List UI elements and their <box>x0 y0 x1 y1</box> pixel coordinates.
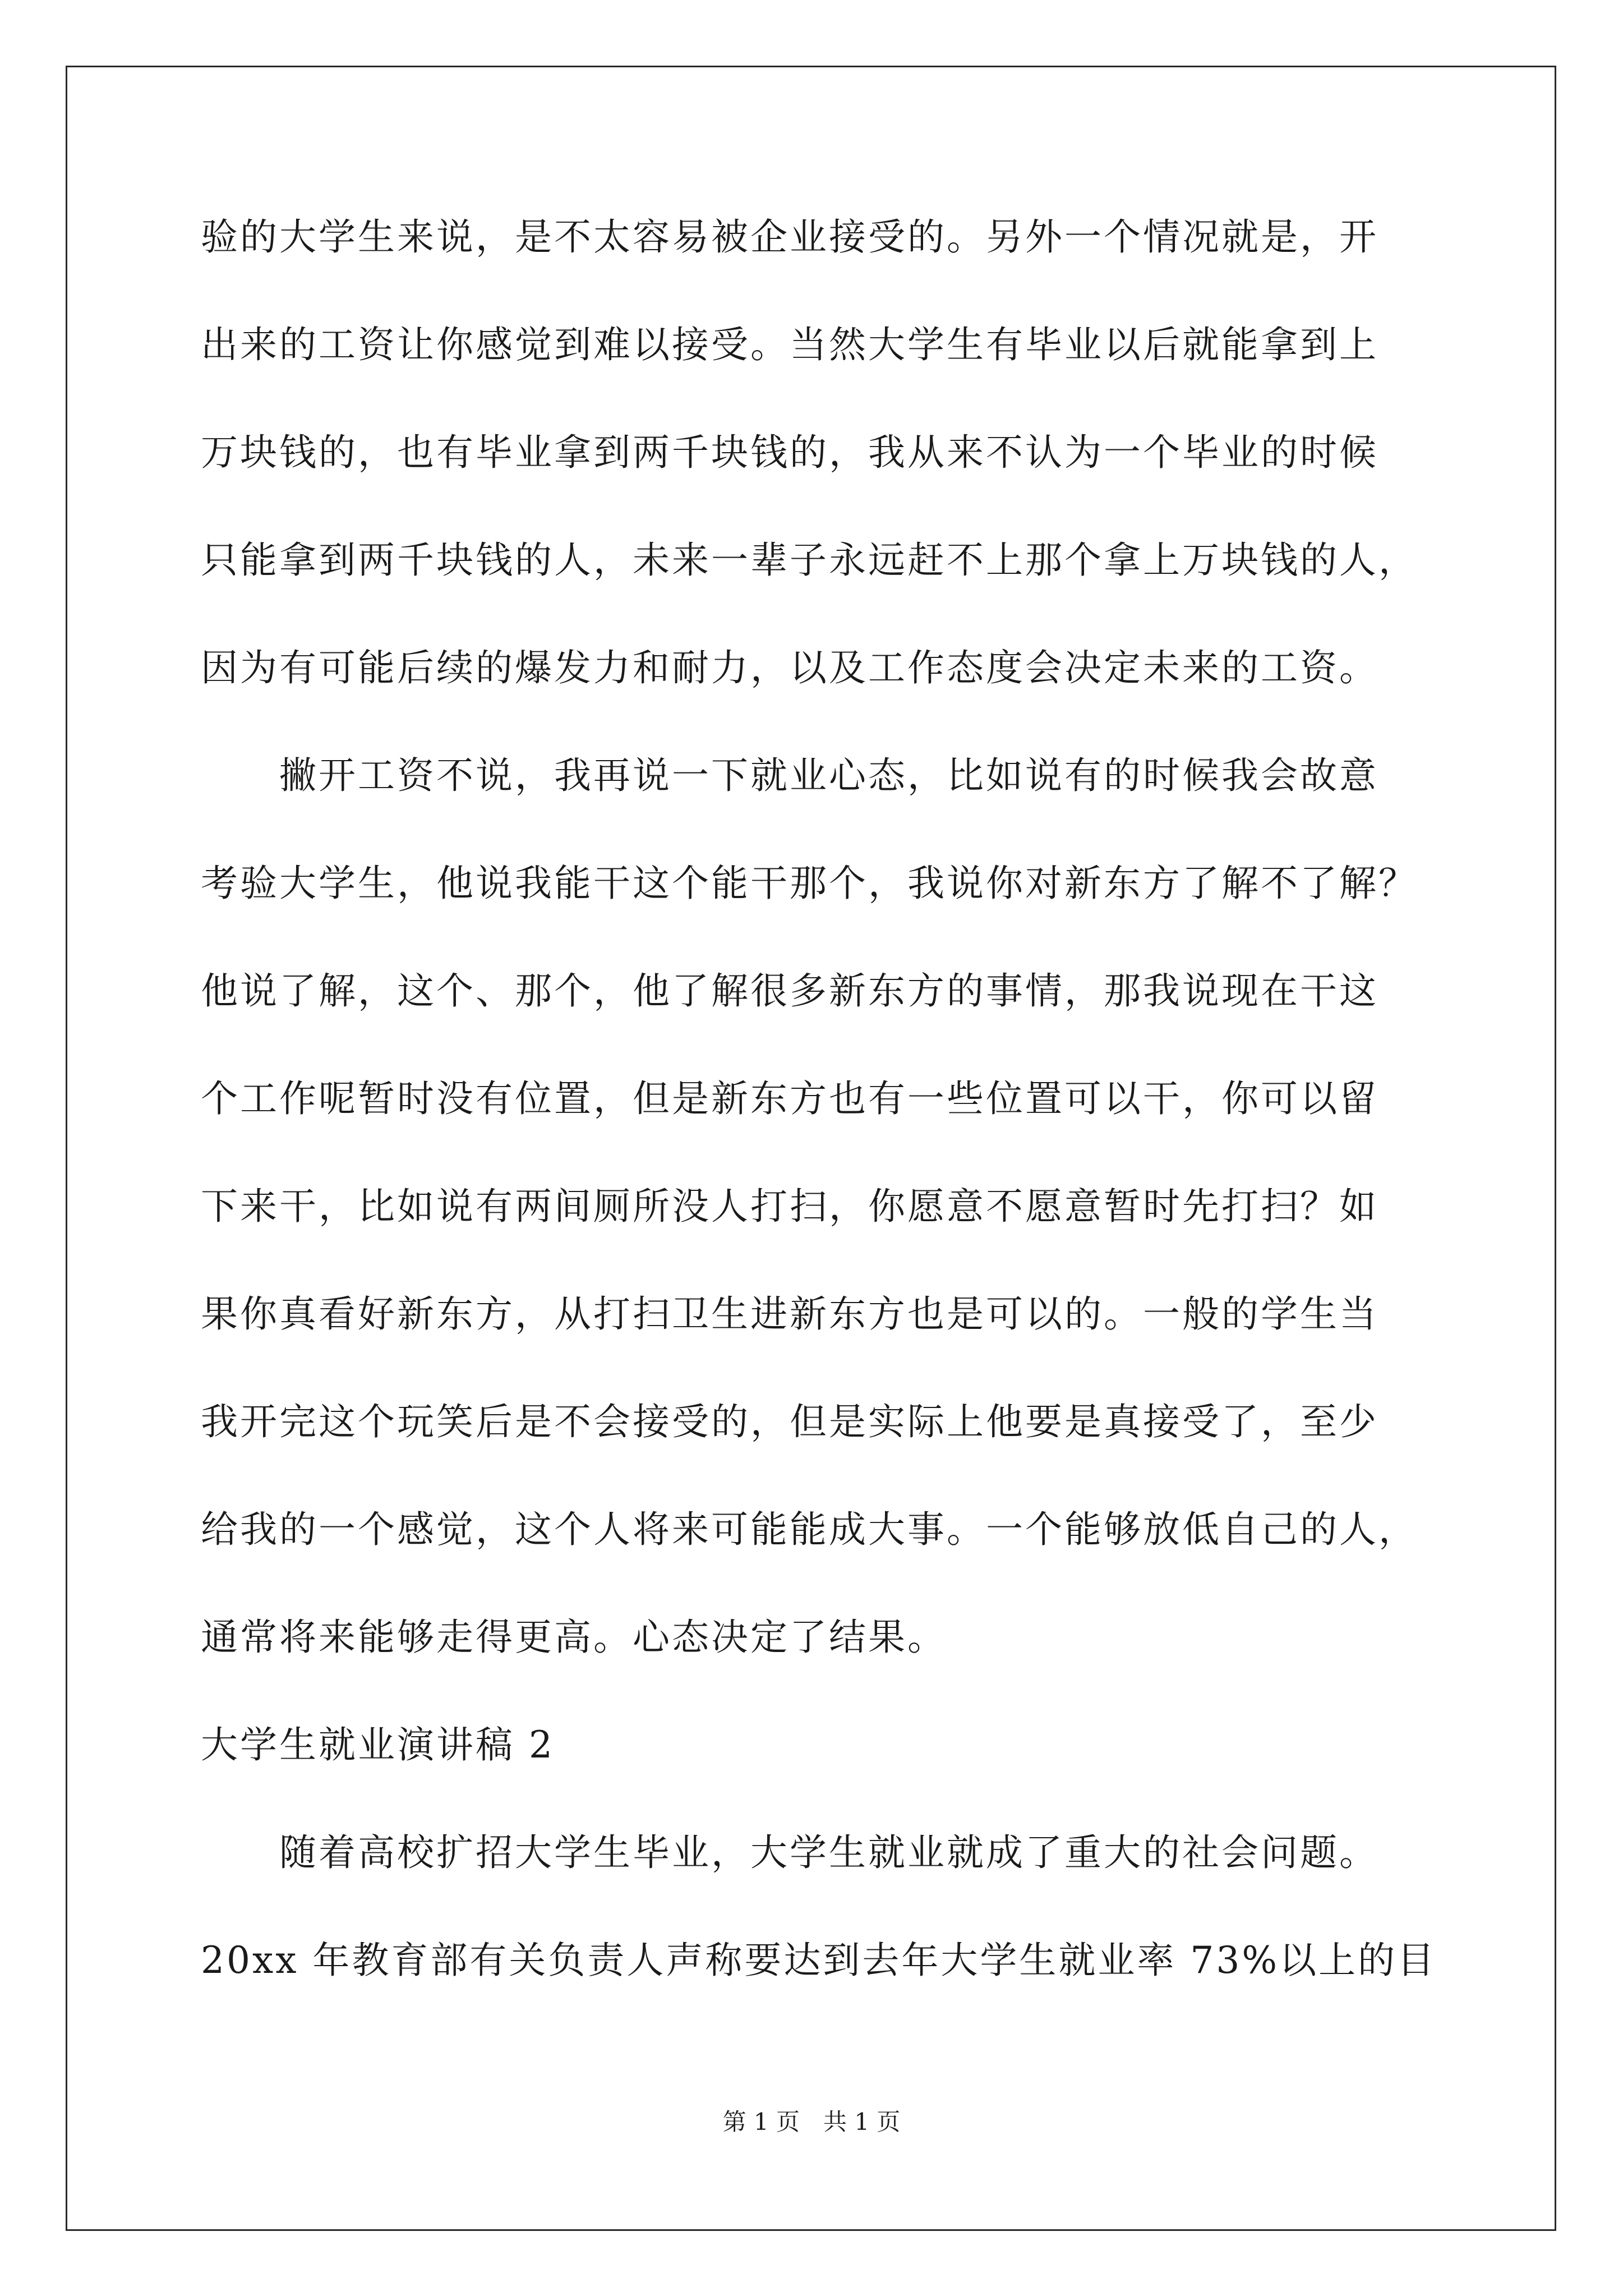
body-line: 果你真看好新东方，从打扫卫生进新东方也是可以的。一般的学生当 <box>201 1292 1378 1336</box>
body-line: 个工作呢暂时没有位置，但是新东方也有一些位置可以干，你可以留 <box>201 1077 1378 1120</box>
body-line: 他说了解，这个、那个，他了解很多新东方的事情，那我说现在干这 <box>201 969 1378 1013</box>
body-line: 验的大学生来说，是不太容易被企业接受的。另外一个情况就是，开 <box>201 215 1378 259</box>
body-line: 我开完这个玩笑后是不会接受的，但是实际上他要是真接受了，至少 <box>201 1400 1378 1443</box>
body-line: 只能拿到两千块钱的人，未来一辈子永远赶不上那个拿上万块钱的人， <box>201 539 1418 582</box>
page-border <box>66 66 1556 2231</box>
body-line: 万块钱的，也有毕业拿到两千块钱的，我从来不认为一个毕业的时候 <box>201 431 1378 474</box>
body-line: 20xx 年教育部有关负责人声称要达到去年大学生就业率 73%以上的目 <box>201 1939 1437 1982</box>
body-line: 因为有可能后续的爆发力和耐力，以及工作态度会决定未来的工资。 <box>201 646 1378 689</box>
body-line: 下来干，比如说有两间厕所没人打扫，你愿意不愿意暂时先打扫？如 <box>201 1185 1378 1228</box>
body-line: 出来的工资让你感觉到难以接受。当然大学生有毕业以后就能拿到上 <box>201 323 1378 366</box>
body-line: 撇开工资不说，我再说一下就业心态，比如说有的时候我会故意 <box>201 754 1378 797</box>
body-line: 通常将来能够走得更高。心态决定了结果。 <box>201 1616 947 1659</box>
body-line: 随着高校扩招大学生毕业，大学生就业就成了重大的社会问题。 <box>201 1831 1378 1874</box>
page-footer: 第 1 页 共 1 页 <box>722 2108 901 2136</box>
body-line: 给我的一个感觉，这个人将来可能能成大事。一个能够放低自己的人， <box>201 1508 1418 1551</box>
section-heading: 大学生就业演讲稿 2 <box>201 1723 555 1766</box>
body-line: 考验大学生，他说我能干这个能干那个，我说你对新东方了解不了解？ <box>201 862 1418 905</box>
